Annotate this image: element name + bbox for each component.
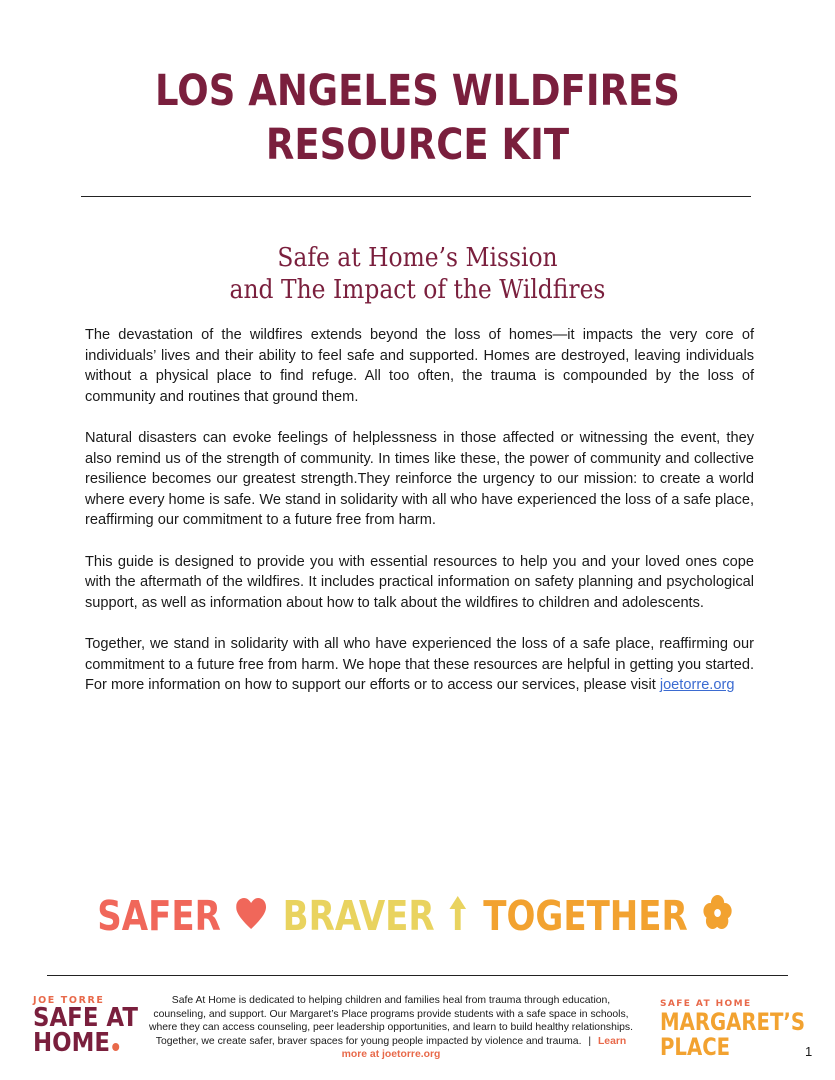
logo-left-line-2: HOME	[33, 1028, 110, 1058]
tagline-safer: SAFER	[97, 892, 221, 940]
section-heading-line-2: and The Impact of the Wildfires	[229, 275, 606, 305]
footer-description	[147, 994, 635, 1062]
document-title	[58, 64, 776, 172]
learn-more-link[interactable]: Learn more at joetorre.org	[341, 1035, 627, 1061]
logo-left-small-text: JOE TORRE	[33, 995, 105, 1006]
arrow-up-icon	[450, 891, 467, 941]
logo-left-line-1: SAFE AT	[33, 1003, 138, 1033]
footer-text: Safe At Home is dedicated to helping children and families heal from trauma through education, counseling, and support. Our Margaret’s Place programs provide students with a safe space in schools, where they can access counseling, peer leadership opportunities, and learn to build healthy relationships. Together, we create safer, braver spaces for young people impacted by violence and trauma.	[148, 995, 634, 1047]
paragraph-3: This guide is designed to provide you with essential resources to help you and your loved ones cope with the aftermath of the wildfires. It includes practical information on safety planning and psychological support, as well as information about how to talk about the wildfires to children and adolescents.	[85, 553, 754, 611]
paragraph-1: The devastation of the wildfires extends beyond the loss of homes—it impacts the very core of individuals’ lives and their ability to feel safe and supported. Homes are destroyed, leaving individuals without a physical place to find refuge. All too often, the trauma is compounded by the loss of community and routines that ground them.	[85, 327, 754, 405]
tagline-braver: BRAVER	[282, 892, 435, 940]
footer-separator: |	[588, 1035, 592, 1047]
body-text	[85, 325, 754, 716]
tagline-together: TOGETHER	[483, 892, 688, 940]
logo-right-line-1: MARGARET’S	[660, 1008, 806, 1036]
title-line-1: LOS ANGELES WILDFIRES	[155, 66, 680, 116]
logo-dot-icon	[112, 1043, 119, 1051]
logo-right-small-text: SAFE AT HOME	[660, 999, 752, 1009]
top-divider	[81, 196, 751, 197]
paragraph-4	[85, 634, 754, 696]
joetorre-link[interactable]: joetorre.org	[659, 677, 735, 694]
margarets-place-logo	[660, 999, 813, 1061]
title-line-2: RESOURCE KIT	[265, 120, 570, 170]
logo-left-line-2-wrap	[33, 1028, 130, 1058]
section-heading	[42, 242, 794, 306]
bottom-divider	[47, 975, 788, 976]
section-heading-line-1: Safe at Home’s Mission	[277, 243, 558, 273]
paragraph-4-text: Together, we stand in solidarity with all who have experienced the loss of a safe place, reaffirming our commitment to a future free from harm. We hope that these resources are helpful in getting you started. For more information on how to support our efforts or to access our services, please visit	[85, 635, 754, 694]
logo-right-line-2: PLACE	[660, 1033, 731, 1061]
paragraph-2: Natural disasters can evoke feelings of helplessness in those affected or witnessing the event, they also remind us of the strength of community. In times like these, the power of community and collective resilience becomes our greatest strength.They reinforce the urgency to our mission: to create a world where every home is safe. We stand in solidarity with all who have experienced the loss of a safe place, reaffirming our commitment to a future free from harm.	[85, 429, 754, 529]
safe-at-home-logo	[33, 995, 143, 1056]
flower-icon	[703, 891, 733, 941]
heart-icon	[236, 891, 266, 941]
page-number: 1	[805, 1044, 813, 1059]
tagline	[71, 888, 764, 941]
